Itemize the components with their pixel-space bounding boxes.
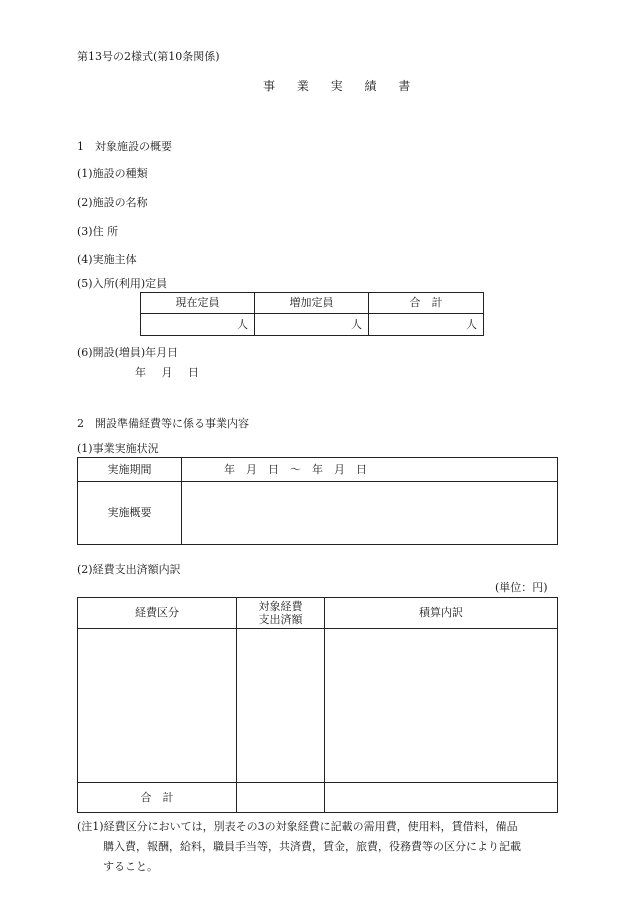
opening-date-value[interactable] bbox=[135, 366, 199, 380]
total-amount-cell[interactable] bbox=[237, 783, 325, 813]
status-label: (1)事業実施状況 bbox=[77, 442, 159, 455]
total-label: 合 計 bbox=[78, 783, 237, 813]
period-label: 実施期間 bbox=[78, 458, 182, 482]
expense-category-cell[interactable] bbox=[78, 629, 237, 783]
opening-date-label: (6)開設(増員)年月日 bbox=[77, 346, 179, 359]
capacity-header-current: 現在定員 bbox=[141, 293, 255, 314]
section1-heading: 1 対象施設の概要 bbox=[77, 140, 172, 153]
total-calculation-cell[interactable] bbox=[325, 783, 558, 813]
expense-amount-header-line2: 支出済額 bbox=[258, 613, 303, 626]
breakdown-label: (2)経費支出済額内訳 bbox=[77, 563, 181, 576]
capacity-header-total: 合 計 bbox=[369, 293, 484, 314]
opening-day-unit: 日 bbox=[188, 366, 199, 379]
expense-amount-header-line1: 対象経費 bbox=[258, 600, 303, 613]
opening-year-unit: 年 bbox=[135, 366, 146, 379]
facility-type-label: (1)施設の種類 bbox=[77, 167, 148, 180]
calculation-cell[interactable] bbox=[325, 629, 558, 783]
expense-amount-header bbox=[237, 598, 325, 629]
expense-category-header: 経費区分 bbox=[78, 598, 237, 629]
footnote-line2: 購入費，報酬，給料，職員手当等，共済費，賃金，旅費，役務費等の区分により記載 bbox=[103, 840, 521, 853]
calculation-header: 積算内訳 bbox=[325, 598, 558, 629]
capacity-label: (5)入所(利用)定員 bbox=[77, 277, 168, 290]
capacity-total-cell[interactable]: 人 bbox=[369, 314, 484, 336]
capacity-table bbox=[140, 292, 484, 336]
section2-heading: 2 開設準備経費等に係る事業内容 bbox=[77, 417, 249, 430]
footnote-line1: (注1)経費区分においては，別表その3の対象経費に記載の需用費，使用料，賃借料，備品 bbox=[77, 820, 518, 833]
unit-note: (単位：円) bbox=[495, 581, 548, 594]
footnote bbox=[77, 817, 557, 877]
capacity-current-cell[interactable]: 人 bbox=[141, 314, 255, 336]
summary-value[interactable] bbox=[182, 482, 558, 545]
operator-label: (4)実施主体 bbox=[77, 253, 137, 266]
address-label: (3)住 所 bbox=[77, 225, 119, 238]
status-table bbox=[77, 457, 558, 545]
capacity-header-increase: 増加定員 bbox=[255, 293, 369, 314]
opening-month-unit: 月 bbox=[161, 366, 173, 379]
period-value[interactable]: 年 月 日 ～ 年 月 日 bbox=[182, 458, 558, 482]
capacity-increase-cell[interactable]: 人 bbox=[255, 314, 369, 336]
document-title: 事 業 実 績 書 bbox=[263, 79, 420, 93]
facility-name-label: (2)施設の名称 bbox=[77, 196, 148, 209]
expense-amount-cell[interactable] bbox=[237, 629, 325, 783]
summary-label: 実施概要 bbox=[78, 482, 182, 545]
expense-table bbox=[77, 597, 558, 813]
form-number: 第13号の2様式(第10条関係) bbox=[77, 50, 220, 63]
footnote-line3: すること。 bbox=[103, 860, 158, 873]
